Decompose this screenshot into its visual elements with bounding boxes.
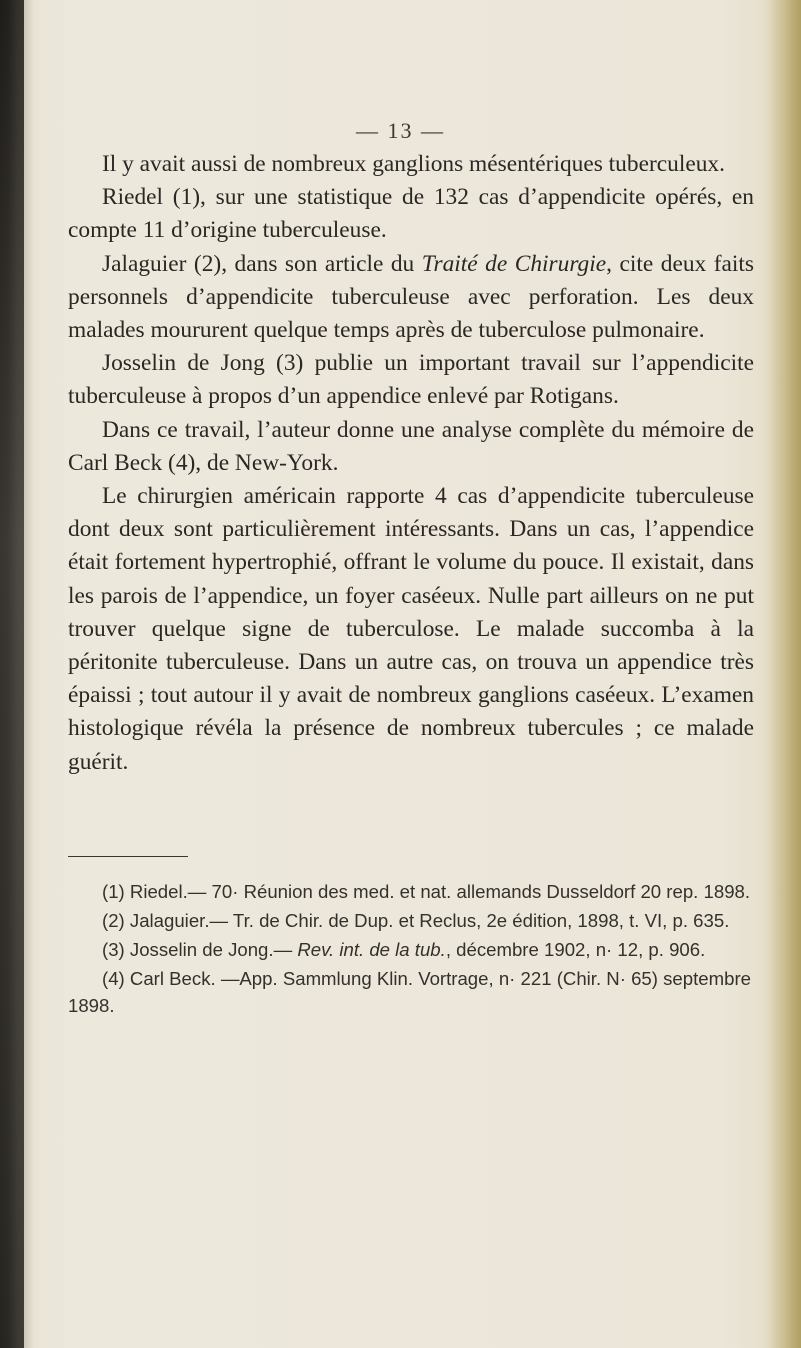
footnote-4: (4) Carl Beck. —App. Sammlung Klin. Vortrage, n· 221 (Chir. N· 65) septembre 1898. bbox=[68, 968, 751, 1016]
footnote-separator bbox=[68, 856, 188, 857]
cited-journal-title: Rev. int. de la tub. bbox=[297, 939, 446, 960]
footnote-3: (3) Josselin de Jong.— Rev. int. de la tub., décembre 1902, n· 12, p. 906. bbox=[102, 939, 706, 960]
paragraph-1: Il y avait aussi de nombreux ganglions mésentériques tuberculeux. bbox=[102, 151, 725, 177]
page-number: — 13 — bbox=[356, 118, 445, 143]
footnote-1: (1) Riedel.— 70· Réunion des med. et nat. allemands Dusseldorf 20 rep. 1898. bbox=[102, 881, 751, 902]
paragraph-5: Dans ce travail, l’auteur donne une analyse complète du mémoire de Carl Beck (4), de New-York. bbox=[68, 416, 754, 476]
paragraph-6: Le chirurgien américain rapporte 4 cas d’appendicite tuberculeuse dont deux sont particulièrement intéressants. Dans un cas, l’appendice était fortement hypertrophié, offrant le volume du pouce. Il existait, dans les parois de l’appendice, un foyer caséeux. Nulle part ailleurs on ne put trouver quelque signe de tuberculose. Le malade succomba à la péritonite tuberculeuse. Dans un autre cas, on trouva un appendice très épaissi ; tout autour il y avait de nombreux ganglions caséeux. L’examen histologique révéla la présence de nombreux tubercules ; ce malade guérit. bbox=[68, 483, 754, 775]
page-edge-stain bbox=[761, 0, 801, 1348]
main-text bbox=[68, 148, 754, 779]
paragraph-2: Riedel (1), sur une statistique de 132 cas d’appendicite opérés, en compte 11 d’origine tuberculeuse. bbox=[68, 184, 754, 244]
footnote-2: (2) Jalaguier.— Tr. de Chir. de Dup. et Reclus, 2e édition, 1898, t. VI, p. 635. bbox=[102, 910, 730, 931]
cited-work-title: Traité de Chirurgie bbox=[421, 250, 607, 277]
footnotes bbox=[68, 878, 754, 1021]
paragraph-4: Josselin de Jong (3) publie un important travail sur l’appendicite tuberculeuse à propos d’un appendice enlevé par Rotigans. bbox=[68, 350, 754, 410]
binding-shadow bbox=[0, 0, 24, 1348]
paragraph-3: Jalaguier (2), dans son article du Traité de Chirurgie, cite deux faits personnels d’appendicite tuberculeuse avec perforation. Les deux malades moururent quelque temps après de tuberculose pulmonaire. bbox=[68, 250, 754, 344]
